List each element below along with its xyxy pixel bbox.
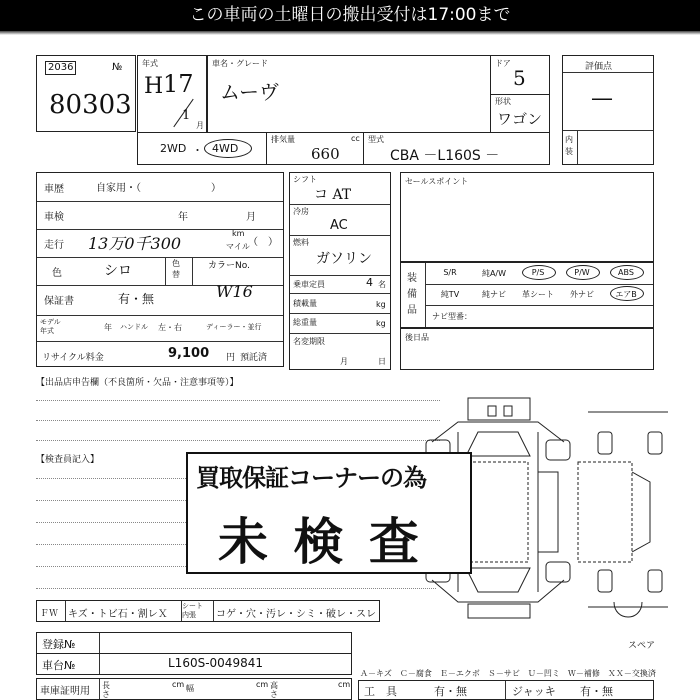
color-label: 色 [52, 268, 62, 279]
cert-length-unit: cm [172, 680, 185, 689]
model-code-label: 型式 [368, 135, 384, 144]
cert-length: 長さ [102, 681, 110, 699]
equipment-row2-item-1: 純TV [440, 290, 460, 299]
equipment-label: 装備品 [407, 273, 417, 316]
fw-label: ＦＷ [40, 609, 59, 619]
tools-label: 工 具 [364, 685, 397, 698]
top-banner [0, 0, 700, 31]
fuel-value: ガソリン [316, 251, 372, 267]
lot-box [36, 55, 136, 132]
equipment-row2-item-4: 外ナビ [570, 290, 594, 299]
chassis-value: L160S-0049841 [168, 656, 263, 670]
displacement-unit: cc [351, 134, 360, 143]
chassis-split [99, 654, 100, 674]
model-code-box [363, 132, 550, 165]
color-code-label: カラーNo. [208, 261, 250, 271]
stamp-box [186, 452, 472, 574]
deadline-day: 日 [378, 357, 386, 366]
fw-value: キズ・トビ石・割レＸ [68, 609, 168, 620]
fw-seat-label: シート内張 [182, 602, 203, 619]
rating-interior-label: 内装 [565, 135, 573, 156]
seller-notes-label: 【出品店申告欄（不良箇所・欠品・注意事項等）】 [36, 378, 239, 388]
weight-label: 総重量 [293, 318, 317, 327]
equipment-row-line-1 [425, 284, 653, 285]
mileage-unit-km: km [232, 229, 245, 238]
year-month: 1 [182, 108, 191, 123]
rating-box [562, 55, 654, 165]
cert-label: 車庫証明用 [40, 686, 90, 697]
car-name-label: 車名・グレード [212, 59, 268, 68]
drive-4wd: 4WD [212, 142, 239, 155]
seller-line-1 [36, 400, 440, 401]
mileage-value: 13万0千300 [88, 234, 182, 253]
drive-dot: ・ [192, 144, 203, 157]
color-value: シロ [104, 263, 132, 279]
drive-box [137, 132, 267, 165]
equipment-row1-item-1: S/R [443, 268, 457, 277]
shift-value: コ AT [314, 187, 352, 203]
equipment-row1-item-4: P/W [574, 268, 590, 277]
cert-width: 幅 [186, 684, 194, 693]
mech-line-3 [290, 275, 390, 276]
rating-label: 評価点 [585, 62, 613, 72]
door-label: ドア [495, 59, 511, 68]
recycle-label: リサイクル料金 [42, 353, 104, 363]
lot-tag: 2036 [45, 61, 76, 75]
inspection-year: 年 [178, 212, 188, 223]
equipment-row2-item-3: 革シート [522, 290, 554, 299]
year-era: H [144, 74, 164, 99]
spec-line-1 [37, 201, 283, 202]
fw-split-3 [213, 601, 214, 621]
equipment-row1-circle-5 [610, 265, 644, 280]
scan-dark-edge [0, 31, 700, 35]
displacement-label: 排気量 [271, 135, 295, 144]
body-type-label: 形状 [495, 97, 511, 106]
tools-value: 有・無 [434, 685, 467, 698]
spare-label: スペア [628, 641, 656, 651]
notes-label: 後日品 [405, 333, 429, 342]
year-box [137, 55, 207, 133]
mech-line-6 [290, 333, 390, 334]
registration-label: 登録№ [42, 638, 76, 651]
inspector-label: 【検査員記入】 [36, 455, 100, 465]
year-value: 17 [163, 70, 194, 98]
recycle-unit: 円 [226, 353, 236, 363]
cert-width-unit: cm [256, 680, 269, 689]
ac-value: AC [330, 218, 348, 233]
color-repaint-label: 色替 [172, 259, 180, 279]
lot-no-label: № [112, 62, 123, 73]
door-box [490, 55, 550, 95]
warranty-value: 有・無 [118, 292, 155, 306]
tools-split [505, 681, 506, 699]
deadline-label: 名変期限 [293, 337, 325, 346]
body-type-value: ワゴン [497, 110, 543, 128]
color-split-2 [192, 257, 193, 285]
banner-text: この車両の土曜日の搬出受付は17:00まで [189, 5, 511, 25]
mileage-paren: （ ） [248, 237, 278, 248]
fuel-label: 燃料 [293, 238, 309, 247]
sales-point-box [400, 172, 654, 262]
color-code-value: W16 [216, 282, 253, 301]
cert-height: 高さ [270, 681, 278, 699]
color-split [165, 257, 166, 285]
displacement-box [266, 132, 364, 165]
mech-line-2 [290, 235, 390, 236]
rating-divider [563, 72, 653, 73]
car-name-box [207, 55, 491, 133]
history-value: 自家用・（ ） [96, 183, 221, 194]
equipment-row1-item-2: 純A/W [481, 269, 507, 278]
model-code-value: CBA －L160S － [390, 148, 500, 164]
model-year-label: モデル年式 [40, 318, 61, 335]
notes-box [400, 328, 654, 370]
equipment-split [425, 263, 426, 327]
jack-value: 有・無 [580, 685, 613, 698]
mech-line-1 [290, 204, 390, 205]
cert-height-unit: cm [338, 680, 351, 689]
capacity-unit: 名 [378, 280, 386, 289]
capacity-value: 4 [366, 276, 373, 289]
recycle-value: 9,100 [168, 346, 210, 361]
load-label: 積載量 [293, 299, 317, 308]
load-unit: kg [376, 300, 386, 309]
history-label: 車歴 [44, 184, 64, 195]
year-label: 年式 [142, 59, 158, 68]
fw-split-1 [65, 601, 66, 621]
jack-label: ジャッキ [512, 685, 556, 698]
equipment-row1-item-3: P/S [531, 268, 545, 277]
inspection-label: 車検 [44, 212, 64, 223]
spec-line-6 [37, 341, 283, 342]
inspection-month: 月 [246, 212, 256, 223]
sales-point-label: セールスポイント [405, 177, 469, 186]
cert-split [99, 679, 100, 699]
dealer-label: ディーラー・並行 [206, 323, 262, 331]
displacement-value: 660 [311, 145, 340, 163]
damage-legend: Ａ－キズ Ｃ－腐食 Ｅ－エクボ Ｓ－サビ Ｕ－凹ミ Ｗ－補修 ＸＸ－交換済 [360, 669, 656, 678]
rating-v-divider [577, 130, 578, 164]
equipment-row-line-2 [425, 305, 653, 306]
body-type-box [490, 94, 550, 133]
mech-line-4 [290, 293, 390, 294]
mileage-label: 走行 [44, 240, 64, 251]
recycle-status: 預託済 [240, 353, 268, 363]
stamp-line-2: 未 検 査 [218, 512, 423, 571]
chassis-label: 車台№ [42, 659, 76, 672]
equipment-row2-item-5: エアB [615, 290, 637, 299]
door-value: 5 [513, 66, 526, 90]
spec-line-2 [37, 229, 283, 230]
lot-number: 80303 [49, 90, 132, 120]
equipment-row2-circle-5 [610, 286, 644, 301]
fw-seat-value: コゲ・穴・汚レ・シミ・破レ・スレ [216, 609, 376, 620]
spec-line-5 [37, 315, 283, 316]
year-month-unit: 月 [196, 121, 204, 130]
seller-line-3 [36, 440, 440, 441]
model-year-unit: 年 [104, 323, 112, 332]
warranty-label: 保証書 [44, 296, 74, 307]
handle-label: ハンドル [120, 323, 148, 331]
navi-model-label: ナビ型番： [432, 312, 472, 321]
equipment-row1-item-5: ABS [618, 268, 634, 277]
ac-label: 冷房 [293, 207, 309, 216]
equipment-row1-circle-4 [566, 265, 600, 280]
shift-label: シフト [293, 175, 317, 184]
equipment-row2-item-2: 純ナビ [482, 290, 506, 299]
car-name-value: ムーヴ [220, 80, 279, 104]
seller-line-2 [36, 420, 440, 421]
drive-2wd: 2WD [160, 142, 187, 155]
registration-split [99, 633, 100, 653]
inspector-line-6 [36, 588, 436, 589]
mileage-unit-mile: マイル [226, 242, 250, 251]
rating-value: — [591, 86, 613, 111]
mech-line-5 [290, 313, 390, 314]
capacity-label: 乗車定員 [293, 280, 325, 289]
stamp-line-1: 買取保証コーナーの為 [196, 464, 426, 492]
handle-value: 左・右 [158, 323, 182, 332]
equipment-row1-circle-3 [522, 265, 556, 280]
weight-unit: kg [376, 319, 386, 328]
deadline-month: 月 [340, 357, 348, 366]
registration-box [36, 632, 352, 654]
